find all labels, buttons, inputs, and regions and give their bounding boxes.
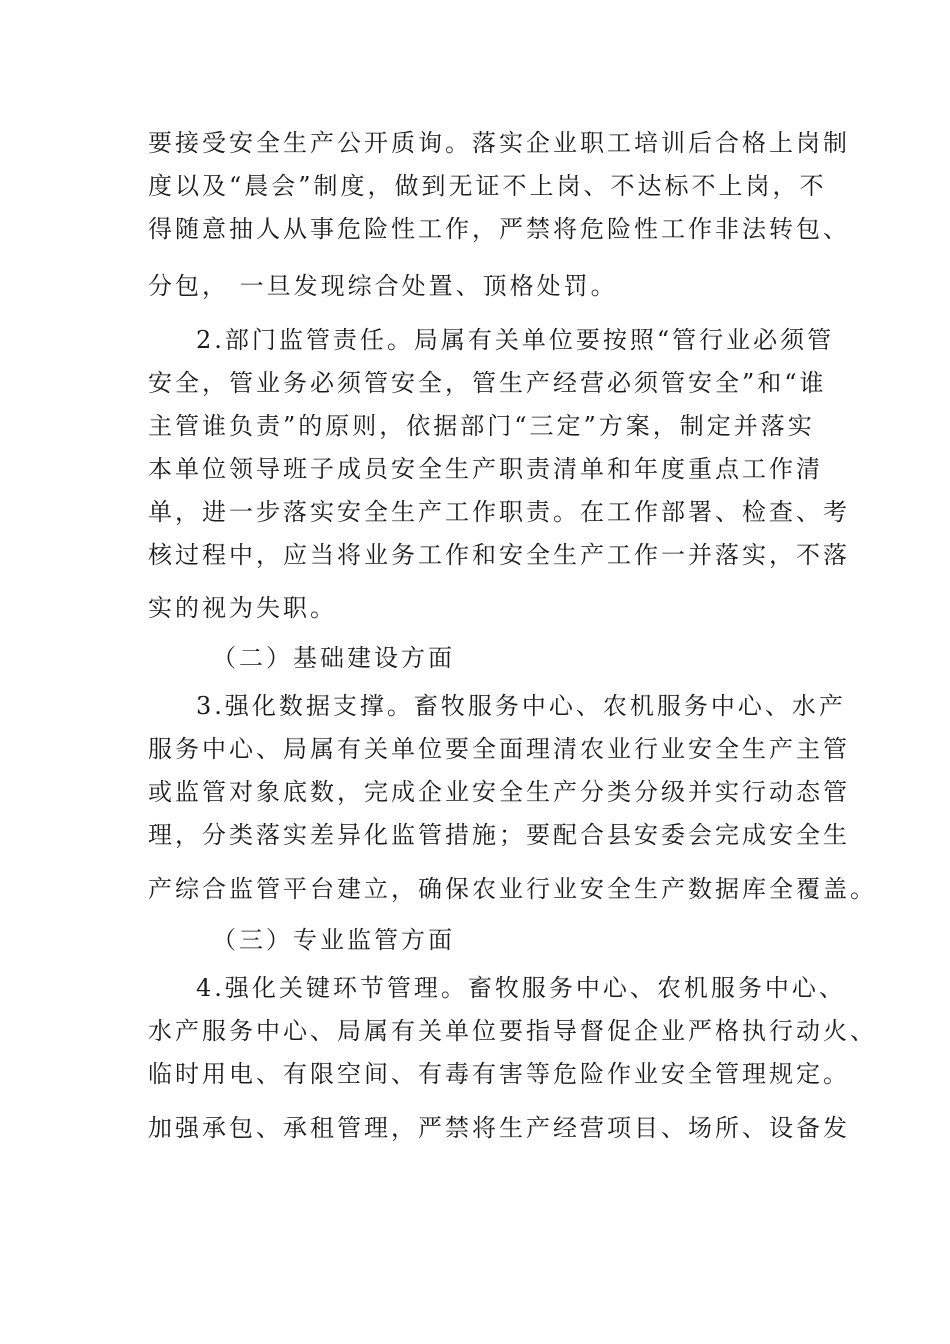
text-line-6: 安全，管业务必须管安全，管生产经营必须管安全”和“谁 <box>148 369 827 397</box>
text-line-14: 服务中心、局属有关单位要全面理清农业行业安全生产主管 <box>148 735 850 763</box>
text-line-19: 4.强化关键环节管理。畜牧服务中心、农机服务中心、 <box>196 974 846 1002</box>
text-line-7: 主管谁负责”的原则，依据部门“三定”方案，制定并落实 <box>148 412 815 440</box>
text-line-20: 水产服务中心、局属有关单位要指导督促企业严格执行动火、 <box>148 1017 877 1045</box>
text-line-17: 产综合监管平台建立，确保农业行业安全生产数据库全覆盖。 <box>148 875 877 903</box>
text-line-16: 理，分类落实差异化监管措施；要配合县安委会完成安全生 <box>148 821 850 849</box>
text-line-10: 核过程中，应当将业务工作和安全生产工作一并落实，不落 <box>148 541 850 569</box>
text-line-21: 临时用电、有限空间、有毒有害等危险作业安全管理规定。 <box>148 1060 850 1088</box>
text-line-9: 单，进一步落实安全生产工作职责。在工作部署、检查、考 <box>148 498 850 526</box>
text-line-15: 或监管对象底数，完成企业安全生产分类分级并实行动态管 <box>148 778 850 806</box>
text-line-2: 度以及“晨会”制度，做到无证不上岗、不达标不上岗，不 <box>148 172 827 200</box>
section-heading-2: （二）基础建设方面 <box>212 644 455 672</box>
text-line-3: 得随意抽人从事危险性工作，严禁将危险性工作非法转包、 <box>148 215 850 243</box>
text-line-1: 要接受安全生产公开质询。落实企业职工培训后合格上岗制 <box>148 129 850 157</box>
text-line-4: 分包， 一旦发现综合处置、顶格处罚。 <box>148 272 618 300</box>
text-line-5: 2.部门监管责任。局属有关单位要按照“管行业必须管 <box>196 326 835 354</box>
text-line-13: 3.强化数据支撑。畜牧服务中心、农机服务中心、水产 <box>196 692 846 720</box>
text-line-8: 本单位领导班子成员安全生产职责清单和年度重点工作清 <box>148 455 823 483</box>
section-heading-3: （三）专业监管方面 <box>212 926 455 954</box>
text-line-22: 加强承包、承租管理，严禁将生产经营项目、场所、设备发 <box>148 1114 850 1142</box>
text-line-11: 实的视为失职。 <box>148 594 337 622</box>
